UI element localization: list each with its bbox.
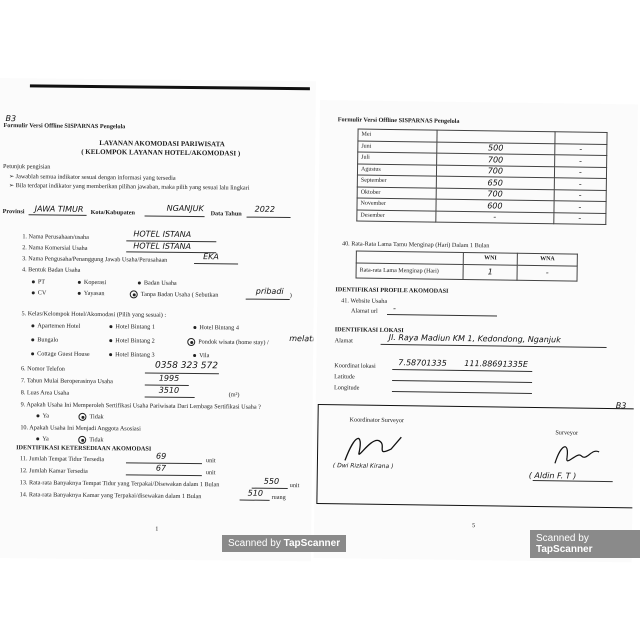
surveyor-label: Surveyor — [555, 429, 579, 437]
monthly-guest-table — [356, 129, 607, 225]
alamat-url-line — [387, 314, 497, 317]
form-title: LAYANAN AKOMODASI PARIWISATA — [99, 139, 225, 149]
q4-option-yayasan: Yayasan — [78, 290, 105, 297]
instruction-item: ➢ Bila terdapat indikator yang memberikan pilihan jawaban, maka pilih yang sesuai lalu lingkari — [8, 182, 250, 192]
wni-cell: 700 — [436, 165, 554, 178]
alamat-line — [381, 344, 607, 348]
scan-edge-bar — [30, 84, 310, 90]
koordinat-lng: 111.88691335E — [464, 359, 528, 369]
q4-value: pribadi — [255, 286, 284, 296]
q12-line — [126, 474, 202, 476]
q8-unit: (m²) — [228, 391, 240, 399]
wna-cell: - — [554, 212, 606, 224]
month-cell: Desember — [357, 210, 436, 223]
form-header: Formulir Versi Offline SISPARNAS Pengelola — [3, 122, 126, 131]
q8-value: 3510 — [158, 385, 180, 395]
page-number: 1 — [155, 525, 159, 533]
right-form-page — [314, 100, 638, 562]
wna-cell — [555, 132, 607, 144]
alamat-url-value: - — [393, 304, 397, 314]
q13-label: 13. Rata-rata Banyaknya Tempat Tidur yang Terpakai/Disewakan dalam 1 Bulan — [19, 479, 220, 489]
tahun-label: Data Tahun — [210, 210, 242, 218]
koordinator-signature — [335, 426, 416, 467]
provinsi-line — [29, 214, 87, 216]
wna-cell: - — [554, 143, 606, 155]
wna-cell: - — [554, 155, 606, 167]
stay-length-table — [356, 251, 578, 282]
q4-line — [246, 299, 290, 300]
q4-label: 4. Bentuk Badan Usaha — [21, 266, 81, 274]
kota-line — [145, 216, 205, 218]
q5-option-vila: Vila — [193, 352, 209, 359]
q4-option-badan: Badan Usaha — [138, 279, 177, 286]
scanner-watermark: Scanned by TapScanner — [222, 535, 346, 552]
form-header: Formulir Versi Offline SISPARNAS Pengelola — [337, 116, 460, 125]
left-form-page — [0, 78, 316, 561]
q40-label: 40. Rata-Rata Lama Tamu Menginap (Hari) Dalam 1 Bulan — [341, 240, 490, 250]
wna-cell: - — [554, 178, 606, 190]
latitude-label: Latitude — [334, 373, 355, 381]
q5-option-bintang3: Hotel Bintang 3 — [109, 351, 155, 358]
form-subtitle: ( KELOMPOK LAYANAN HOTEL/AKOMODASI ) — [81, 147, 241, 158]
month-cell: Juni — [358, 141, 437, 154]
provinsi-label: Provinsi — [2, 208, 25, 216]
q3-line — [194, 263, 238, 264]
wni-cell: 650 — [436, 176, 554, 189]
q13-unit: unit — [289, 482, 300, 490]
q12-label: 12. Jumlah Kamar Tersedia — [19, 467, 88, 475]
q4-option-pt: PT — [32, 278, 45, 285]
q3-value: EKA — [203, 252, 219, 262]
instructions-label: Petunjuk pengisian — [3, 163, 51, 171]
corner-mark: B3 — [615, 401, 627, 411]
q10-option-tidak: Tidak — [78, 436, 103, 444]
tahun-line — [247, 217, 291, 218]
q41-label: 41. Website Usaha — [341, 297, 388, 305]
q1-label: 1. Nama Perusahaan/usaha — [22, 233, 89, 241]
koordinator-name: ( Dwi Rizkal Kirana ) — [332, 462, 394, 471]
q14-label: 14. Rata-rata Banyaknya Kamar yang Terpakai/disewakan dalam 1 Bulan — [19, 491, 202, 501]
alamat-label: Alamat — [334, 337, 353, 345]
tahun-value: 2022 — [254, 204, 276, 214]
q7-label: 7. Tahun Mulai Beroperasinya Usaha — [20, 377, 113, 386]
provinsi-value: JAWA TIMUR — [34, 204, 84, 214]
q12-value: 67 — [155, 463, 167, 473]
q14-line — [240, 500, 270, 501]
surveyor-name: ( Aldin F. T ) — [528, 470, 577, 481]
koordinat-label: Koordinat lokasi — [334, 362, 376, 370]
q6-line — [145, 373, 219, 375]
q5-option-pondok: Pondok wisata (home stay) / — [187, 338, 269, 347]
stay-table-wni: 1 — [463, 264, 517, 280]
month-cell: November — [357, 198, 436, 211]
month-cell: September — [357, 175, 436, 188]
q9-option-ya: Ya — [36, 412, 49, 419]
month-cell: Juli — [358, 152, 437, 165]
q10-option-ya: Ya — [36, 435, 49, 442]
q13-value: 550 — [263, 476, 280, 486]
q2-value: HOTEL ISTANA — [133, 241, 192, 252]
q5-label: 5. Kelas/Kelompok Hotel/Akomodasi (Pilih yang sesuai) : — [21, 310, 167, 319]
q11-label: 11. Jumlah Tempat Tidur Tersedia — [19, 455, 105, 464]
q14-unit: ruang — [271, 493, 286, 502]
surveyor-signature — [547, 437, 607, 472]
latitude-line — [392, 380, 532, 383]
wni-cell: 700 — [436, 188, 554, 201]
wna-cell: - — [554, 201, 606, 213]
q4-option-tanpa: Tanpa Badan Usaha ( Sebutkan — [130, 290, 219, 299]
q6-label: 6. Nomor Telefon — [20, 365, 65, 373]
q5-option-bintang4: Hotel Bintang 4 — [193, 324, 239, 331]
stay-table-wna: - — [517, 265, 577, 281]
section-header: IDENTIFIKASI KETERSEDIAAN AKOMODASI — [16, 444, 152, 453]
q7-value: 1995 — [158, 373, 180, 383]
wni-cell: 500 — [437, 142, 555, 155]
longitude-line — [392, 391, 532, 394]
q1-value: HOTEL ISTANA — [133, 229, 192, 240]
wna-cell: - — [554, 166, 606, 178]
q5-option-bintang1: Hotel Bintang 1 — [109, 323, 155, 330]
q10-label: 10. Apakah Usaha Ini Menjadi Anggota Asosiasi — [20, 424, 141, 433]
q5-option-cottage: Cottage Guest House — [31, 350, 90, 358]
q5-option-bintang2: Hotel Bintang 2 — [109, 337, 155, 344]
stay-table-header-wni: WNI — [463, 253, 517, 265]
stay-table-row-label: Rata-rata Lama Menginap (Hari) — [356, 263, 463, 279]
q6-value: 0358 323 572 — [154, 360, 219, 372]
section-lokasi: IDENTIFIKASI LOKASI — [334, 326, 404, 335]
kota-value: NGANJUK — [166, 203, 204, 214]
kota-label: Kota/Kabupaten — [90, 208, 135, 217]
q5-option-bungalo: Bungalo — [31, 336, 58, 343]
q3-label: 3. Nama Pengusaha/Penanggung Jawab Usaha/Perusahaan — [22, 255, 168, 264]
koordinat-lat: 7.58701335 — [398, 358, 447, 368]
q8-label: 8. Luas Area Usaha — [20, 389, 70, 397]
q4-option-cv: CV — [32, 289, 47, 296]
q9-label: 9. Apakah Usaha Ini Memperoleh Sertifikasi Usaha Pariwisata Dari Lembaga Sertifikasi Usaha ? — [20, 401, 261, 411]
q12-unit: unit — [205, 469, 216, 477]
q14-value: 510 — [247, 488, 263, 498]
stay-table-header-wna: WNA — [517, 253, 577, 265]
page-number: 5 — [472, 522, 476, 530]
wni-cell: 600 — [436, 199, 554, 212]
q4-close-paren: ) — [289, 292, 292, 300]
longitude-label: Longitude — [333, 384, 360, 392]
koordinat-line — [392, 369, 532, 372]
instruction-item: ➢ Jawablah semua indikator sesuai dengan informasi yang tersedia — [8, 173, 176, 182]
q9-option-tidak: Tidak — [78, 413, 103, 421]
scanner-watermark: Scanned by TapScanner — [530, 530, 640, 558]
wni-cell: - — [436, 211, 554, 224]
alamat-url-label: Alamat url — [351, 307, 378, 315]
q11-value: 69 — [156, 451, 167, 461]
q5-option-apartemen: Apartemen Hotel — [31, 322, 80, 330]
q11-unit: unit — [205, 457, 216, 465]
q5-pondok-handwriting: melati — [289, 334, 315, 344]
month-cell: Agustus — [357, 164, 436, 177]
q4-option-koperasi: Koperasi — [78, 279, 106, 286]
koordinator-label: Koordinator Surveyor — [349, 416, 405, 425]
month-cell: Mei — [358, 129, 437, 142]
q2-label: 2. Nama Komersial Usaha — [22, 244, 88, 252]
month-row — [357, 210, 606, 225]
section-profile: IDENTIFIKASI PROFILE AKOMODASI — [335, 286, 449, 295]
month-cell: Oktober — [357, 187, 436, 200]
alamat-value: Jl. Raya Madiun KM 1, Kedondong, Nganjuk — [388, 332, 561, 345]
wni-cell: 700 — [437, 153, 555, 166]
q8-line — [145, 397, 195, 399]
wna-cell: - — [554, 189, 606, 201]
corner-mark: B3 — [5, 114, 17, 124]
